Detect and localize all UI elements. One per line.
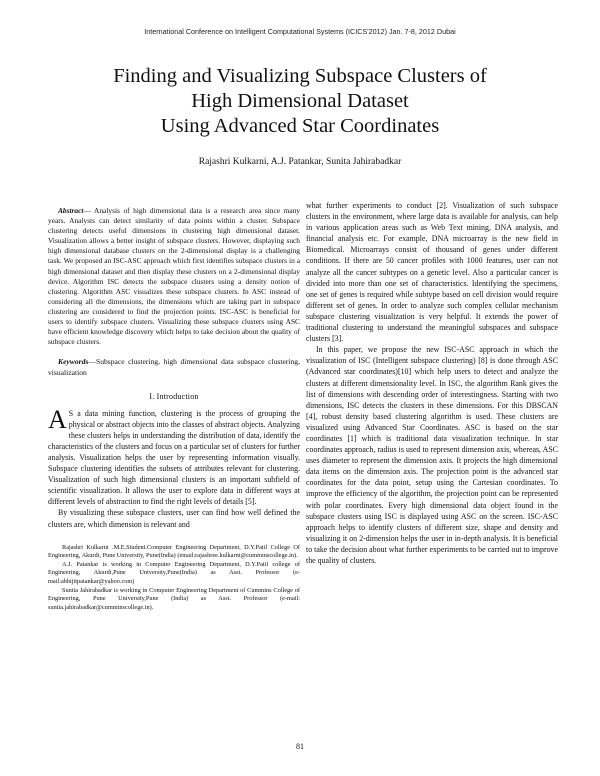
keywords	[48, 357, 300, 378]
paper-title	[40, 64, 560, 139]
footnote-1: Rajashri Kulkarni .M.E.Student.Computer Engineering Department, D.Y.Patil College Of Engineering, Akurdi, Pune University, Pune(India) (email:rajashree.kulkarni@cumminscollege.in).	[48, 543, 300, 560]
keywords-text: —Subspace clustering, high dimensional data subspace clustering, visualization	[48, 357, 300, 377]
page-number: 81	[296, 742, 304, 751]
drop-cap: A	[48, 404, 67, 434]
title-line-3: Using Advanced Star Coordinates	[160, 115, 440, 137]
abstract-label: Abstract	[58, 206, 84, 215]
intro-paragraph-2: By visualizing these subspace clusters, user can find how well defined the clusters are, which dimension is relevant and	[48, 508, 300, 529]
author-list: Rajashri Kulkarni, A.J. Patankar, Sunita Jahirabadkar	[198, 157, 402, 167]
title-line-1: Finding and Visualizing Subspace Clusters of	[113, 65, 487, 87]
right-paragraph-1: what further experiments to conduct [2]. Visualization of such subspace clusters in the environment, where large data is available for analysis, can help in various application areas such as Web Text mining, DNA analysis, and financial analysis etc. For example, DNA microarray is the new field in Biomedical. Microarrays consist of thousand of genes under different conditions. If there are 50 cancer profiles with 1000 features, user can not analyze all the cancer subtypes on a genetic level. Also a particular cancer is divided into more than one set of characteristics. Identifying the specimens, one set of genes is required while subtype based on cell division would require different set of genes. In order to analyze such complex cellular mechanism subspace clustering visualization is very helpful. It extends the power of traditional clustering to understand the meaningful subspaces and subspace clusters [3].	[306, 201, 558, 344]
right-paragraph-2: In this paper, we propose the new ISC-ASC approach in which the visualization of ISC (Intelligent subspace clustering) [8] is done through ASC (Advanced star coordinates)[10] which help users to detect and analyze the clusters at different dimensionality level. In ISC, the algorithm Rank gives the list of dimensions with descending order of interestingness. Starting with two dimensions, ISC detects the clusters in these dimensions. For this DBSCAN [4], robust density based clustering algorithm is used. These clusters are visualized using Advanced Star Coordinates. ASC is based on the star coordinates [1] which is traditional data visualization technique. In star coordinates approach, radius is used to represent dimension axis, whereas, ASC uses diameter to represent the dimension axis. It projects the high dimensional data items on the dimension axis. The projection point is the advanced star coordinates for the data point, setup using the Cartesian coordinates. To improve the efficiency of the algorithm, the projection point can be represented with polar coordinates. Every high dimensional data object found in the subspace clusters using ISC is displayed using ASC on the screen. ISC-ASC approach helps to identify clusters of different size, shape and density and visualizing it on 2-dimension helps the user in in-depth analysis. It is beneficial to take the decision about what further experiments to be carried out to improve the quality of clusters.	[306, 345, 558, 565]
right-column	[306, 200, 558, 566]
keywords-label: Keywords	[58, 357, 89, 367]
conference-header: International Conference on Intelligent Computational Systems (ICICS'2012) Jan. 7-8, 2012 Dubai	[144, 27, 456, 36]
footnote-2: A.J. Patankar is working in Computer Engineering Department, D.Y.Patil college of Engineering, Akurdi,Pune University,Pune(India) as Asst. Professor (e-mail:abhijitpatankar@yahoo.com)	[48, 560, 300, 585]
title-line-2: High Dimensional Dataset	[191, 90, 409, 112]
section-heading-introduction: I. Introduction	[149, 391, 199, 401]
abstract	[48, 206, 300, 347]
author-footnotes	[48, 544, 300, 613]
footnote-3: Sunita Jahirabadkar is working in Computer Engineering Department of Cummins College of Engineering, Pune University,Pune (India) as Asst. Professor (e-mail: sunita.jahirabadkar@cumminscollege.in).	[48, 586, 300, 611]
intro-paragraph-1-text: S a data mining function, clustering is the process of grouping the physical or abstract objects into the classes of abstract objects. Analyzing these clusters helps in understanding the distribution of data, identify the characteristics of the clusters and focus on a particular set of clusters for further analysis. Visualization helps the user by representing information visually. Subspace clustering identifies the subsets of attributes relevant for clustering. Visualization of such high dimensional clusters is an important subfield of scientific visualization. It allows the user to explore data in different ways at different levels of abstraction to find the right levels of details [5].	[48, 408, 300, 507]
left-column	[48, 206, 300, 612]
abstract-text: — Analysis of high dimensional data is a research area since many years. Analysts can detect similarity of data points within a cluster. Subspace clustering detects useful dimensions in clustering high dimensional dataset. Visualization allows a better insight of subspace clusters. However, displaying such high dimensional database clusters on the 2-dimensional display is a challenging task. We proposed an ISC-ASC approach which first identifies subspace clusters in a high dimensional dataset and then display these clusters on a 2-dimensional display device. Algorithm ISC detects the subspace clusters using a density notion of clustering. Algorithm ASC visualizes these subspace clusters. In ASC instead of considering all the dimensions, the dimensions which are taking part in subspace clustering are considered to find the projection points. ISC-ASC is beneficial for users to identify subspace clusters. Visualizing these subspace clusters using ASC have efficient knowledge discovery which helps to take decision about the quality of subspace clusters.	[48, 206, 300, 347]
intro-paragraph-1	[48, 404, 300, 508]
